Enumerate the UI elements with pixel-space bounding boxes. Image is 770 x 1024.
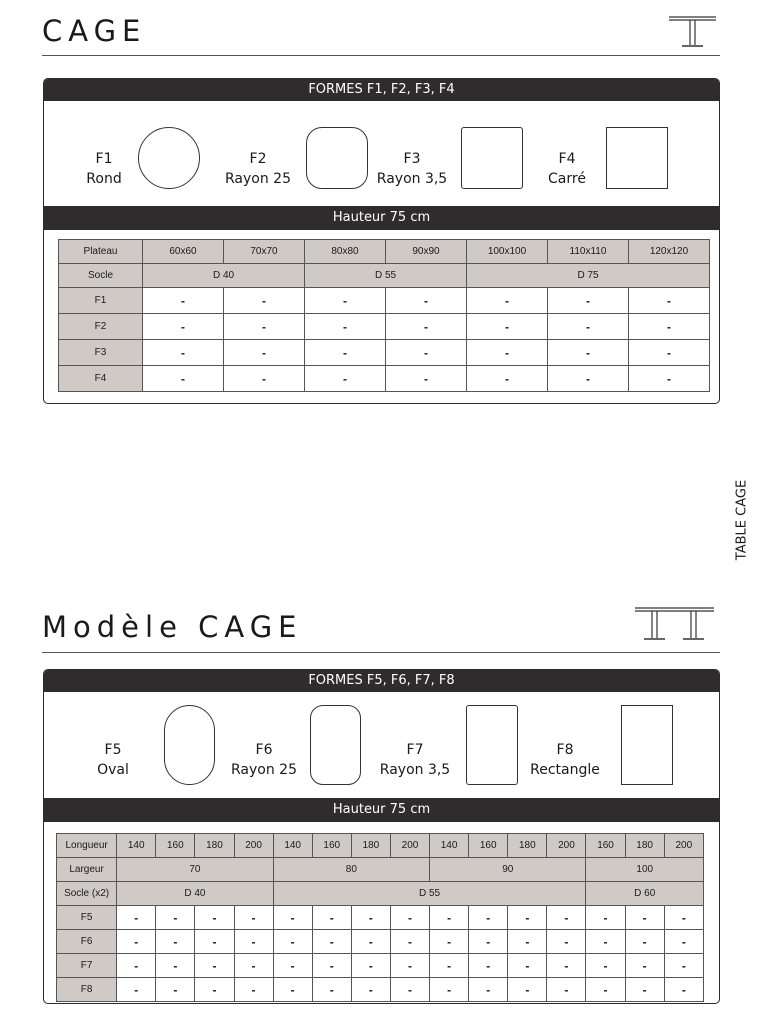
length-cell: 140 bbox=[117, 834, 156, 858]
value-cell: - bbox=[156, 906, 195, 930]
value-cell: - bbox=[351, 954, 390, 978]
section1-height-bar: Hauteur 75 cm bbox=[44, 206, 719, 230]
length-cell: 200 bbox=[390, 834, 429, 858]
value-cell: - bbox=[586, 954, 625, 978]
shape-f7-label: F7 Rayon 3,5 bbox=[379, 742, 451, 778]
value-cell: - bbox=[467, 340, 548, 366]
socle-cell: D 55 bbox=[305, 264, 467, 288]
value-cell: - bbox=[390, 906, 429, 930]
shape-f4-square bbox=[606, 127, 668, 189]
value-cell: - bbox=[430, 954, 469, 978]
value-cell: - bbox=[625, 930, 664, 954]
shape-f7-radius35 bbox=[466, 705, 518, 785]
shape-f8-rectangle bbox=[621, 705, 673, 785]
width-cell: 100 bbox=[586, 858, 704, 882]
value-cell: - bbox=[273, 930, 312, 954]
size-cell: 70x70 bbox=[224, 240, 305, 264]
table-row-plateau bbox=[59, 240, 710, 264]
value-cell: - bbox=[234, 930, 273, 954]
section1-table bbox=[58, 239, 710, 392]
value-cell: - bbox=[305, 314, 386, 340]
size-cell: 110x110 bbox=[548, 240, 629, 264]
value-cell: - bbox=[273, 906, 312, 930]
table-row bbox=[57, 954, 704, 978]
shape-f2-radius25 bbox=[306, 127, 368, 189]
value-cell: - bbox=[508, 954, 547, 978]
value-cell: - bbox=[312, 954, 351, 978]
row-header: Socle (x2) bbox=[57, 882, 117, 906]
value-cell: - bbox=[508, 930, 547, 954]
value-cell: - bbox=[305, 366, 386, 392]
section2-shapes-row bbox=[44, 692, 719, 798]
value-cell: - bbox=[195, 978, 234, 1002]
side-label: TABLE CAGE bbox=[734, 479, 750, 561]
table-rectangular-legs-icon bbox=[634, 606, 716, 642]
length-cell: 200 bbox=[234, 834, 273, 858]
table-round-leg-icon bbox=[668, 15, 718, 49]
value-cell: - bbox=[224, 314, 305, 340]
value-cell: - bbox=[312, 930, 351, 954]
value-cell: - bbox=[143, 288, 224, 314]
value-cell: - bbox=[664, 954, 703, 978]
length-cell: 180 bbox=[195, 834, 234, 858]
value-cell: - bbox=[586, 978, 625, 1002]
value-cell: - bbox=[547, 930, 586, 954]
table-row bbox=[59, 314, 710, 340]
shape-f5-oval bbox=[164, 705, 215, 785]
section2-title: Modèle CAGE bbox=[42, 610, 303, 644]
value-cell: - bbox=[234, 954, 273, 978]
shape-f1-round bbox=[138, 127, 200, 189]
value-cell: - bbox=[117, 906, 156, 930]
value-cell: - bbox=[390, 978, 429, 1002]
table-row-socle bbox=[57, 882, 704, 906]
value-cell: - bbox=[469, 930, 508, 954]
value-cell: - bbox=[195, 906, 234, 930]
length-cell: 200 bbox=[664, 834, 703, 858]
socle-cell: D 60 bbox=[586, 882, 704, 906]
value-cell: - bbox=[156, 930, 195, 954]
value-cell: - bbox=[312, 906, 351, 930]
value-cell: - bbox=[390, 930, 429, 954]
row-header: F5 bbox=[57, 906, 117, 930]
size-cell: 90x90 bbox=[386, 240, 467, 264]
row-header: F4 bbox=[59, 366, 143, 392]
size-cell: 80x80 bbox=[305, 240, 386, 264]
value-cell: - bbox=[430, 978, 469, 1002]
size-cell: 60x60 bbox=[143, 240, 224, 264]
value-cell: - bbox=[351, 906, 390, 930]
value-cell: - bbox=[548, 340, 629, 366]
row-header: Plateau bbox=[59, 240, 143, 264]
section1-title-rule bbox=[42, 55, 720, 56]
row-header: Largeur bbox=[57, 858, 117, 882]
table-row-largeur bbox=[57, 858, 704, 882]
value-cell: - bbox=[664, 930, 703, 954]
length-cell: 200 bbox=[547, 834, 586, 858]
length-cell: 160 bbox=[312, 834, 351, 858]
table-row-longueur bbox=[57, 834, 704, 858]
socle-cell: D 75 bbox=[467, 264, 710, 288]
value-cell: - bbox=[586, 930, 625, 954]
section1-shapes-row bbox=[44, 101, 719, 206]
value-cell: - bbox=[547, 954, 586, 978]
value-cell: - bbox=[547, 906, 586, 930]
value-cell: - bbox=[386, 340, 467, 366]
row-header: F1 bbox=[59, 288, 143, 314]
value-cell: - bbox=[117, 978, 156, 1002]
table-row bbox=[57, 930, 704, 954]
section2-title-rule bbox=[42, 652, 720, 653]
value-cell: - bbox=[224, 288, 305, 314]
shape-f3-radius35 bbox=[461, 127, 523, 189]
length-cell: 180 bbox=[625, 834, 664, 858]
shape-f1-label: F1 Rond bbox=[86, 151, 122, 187]
section1-title: CAGE bbox=[42, 14, 147, 48]
value-cell: - bbox=[156, 978, 195, 1002]
size-cell: 100x100 bbox=[467, 240, 548, 264]
value-cell: - bbox=[467, 314, 548, 340]
value-cell: - bbox=[386, 314, 467, 340]
value-cell: - bbox=[625, 906, 664, 930]
value-cell: - bbox=[305, 340, 386, 366]
value-cell: - bbox=[195, 954, 234, 978]
row-header: Longueur bbox=[57, 834, 117, 858]
value-cell: - bbox=[629, 366, 710, 392]
section1-forms-bar: FORMES F1, F2, F3, F4 bbox=[44, 79, 719, 101]
section2-panel bbox=[43, 669, 720, 1004]
value-cell: - bbox=[117, 954, 156, 978]
shape-f3-label: F3 Rayon 3,5 bbox=[376, 151, 448, 187]
table-row bbox=[57, 906, 704, 930]
value-cell: - bbox=[273, 978, 312, 1002]
value-cell: - bbox=[664, 906, 703, 930]
shape-f8-label: F8 Rectangle bbox=[530, 742, 600, 778]
length-cell: 160 bbox=[586, 834, 625, 858]
value-cell: - bbox=[305, 288, 386, 314]
width-cell: 70 bbox=[117, 858, 273, 882]
value-cell: - bbox=[143, 340, 224, 366]
row-header: F3 bbox=[59, 340, 143, 366]
value-cell: - bbox=[625, 954, 664, 978]
value-cell: - bbox=[156, 954, 195, 978]
section1-panel bbox=[43, 78, 720, 404]
shape-f5-label: F5 Oval bbox=[97, 742, 129, 778]
section2-height-bar: Hauteur 75 cm bbox=[44, 798, 719, 822]
value-cell: - bbox=[351, 930, 390, 954]
value-cell: - bbox=[224, 366, 305, 392]
value-cell: - bbox=[664, 978, 703, 1002]
value-cell: - bbox=[273, 954, 312, 978]
size-cell: 120x120 bbox=[629, 240, 710, 264]
row-header: F7 bbox=[57, 954, 117, 978]
width-cell: 90 bbox=[430, 858, 586, 882]
shape-f2-label: F2 Rayon 25 bbox=[225, 151, 291, 187]
row-header: F6 bbox=[57, 930, 117, 954]
length-cell: 160 bbox=[156, 834, 195, 858]
value-cell: - bbox=[586, 906, 625, 930]
table-row bbox=[59, 340, 710, 366]
table-row bbox=[57, 978, 704, 1002]
value-cell: - bbox=[386, 288, 467, 314]
length-cell: 160 bbox=[469, 834, 508, 858]
shape-f4-label: F4 Carré bbox=[548, 151, 586, 187]
value-cell: - bbox=[430, 906, 469, 930]
row-header: F8 bbox=[57, 978, 117, 1002]
value-cell: - bbox=[430, 930, 469, 954]
value-cell: - bbox=[224, 340, 305, 366]
value-cell: - bbox=[508, 978, 547, 1002]
table-row-socle bbox=[59, 264, 710, 288]
width-cell: 80 bbox=[273, 858, 429, 882]
value-cell: - bbox=[234, 906, 273, 930]
value-cell: - bbox=[351, 978, 390, 1002]
row-header: F2 bbox=[59, 314, 143, 340]
shape-f6-radius25 bbox=[310, 705, 361, 785]
row-header: Socle bbox=[59, 264, 143, 288]
socle-cell: D 40 bbox=[143, 264, 305, 288]
value-cell: - bbox=[629, 288, 710, 314]
value-cell: - bbox=[467, 288, 548, 314]
value-cell: - bbox=[625, 978, 664, 1002]
section2-forms-bar: FORMES F5, F6, F7, F8 bbox=[44, 670, 719, 692]
value-cell: - bbox=[117, 930, 156, 954]
value-cell: - bbox=[469, 906, 508, 930]
value-cell: - bbox=[195, 930, 234, 954]
length-cell: 180 bbox=[351, 834, 390, 858]
value-cell: - bbox=[629, 314, 710, 340]
length-cell: 180 bbox=[508, 834, 547, 858]
length-cell: 140 bbox=[273, 834, 312, 858]
value-cell: - bbox=[143, 314, 224, 340]
value-cell: - bbox=[548, 314, 629, 340]
value-cell: - bbox=[386, 366, 467, 392]
value-cell: - bbox=[390, 954, 429, 978]
value-cell: - bbox=[548, 288, 629, 314]
table-row bbox=[59, 366, 710, 392]
socle-cell: D 40 bbox=[117, 882, 273, 906]
value-cell: - bbox=[467, 366, 548, 392]
value-cell: - bbox=[312, 978, 351, 1002]
table-row bbox=[59, 288, 710, 314]
socle-cell: D 55 bbox=[273, 882, 586, 906]
value-cell: - bbox=[508, 906, 547, 930]
value-cell: - bbox=[234, 978, 273, 1002]
value-cell: - bbox=[469, 954, 508, 978]
value-cell: - bbox=[629, 340, 710, 366]
value-cell: - bbox=[143, 366, 224, 392]
value-cell: - bbox=[547, 978, 586, 1002]
value-cell: - bbox=[469, 978, 508, 1002]
section2-table bbox=[56, 833, 704, 1002]
value-cell: - bbox=[548, 366, 629, 392]
shape-f6-label: F6 Rayon 25 bbox=[231, 742, 297, 778]
length-cell: 140 bbox=[430, 834, 469, 858]
